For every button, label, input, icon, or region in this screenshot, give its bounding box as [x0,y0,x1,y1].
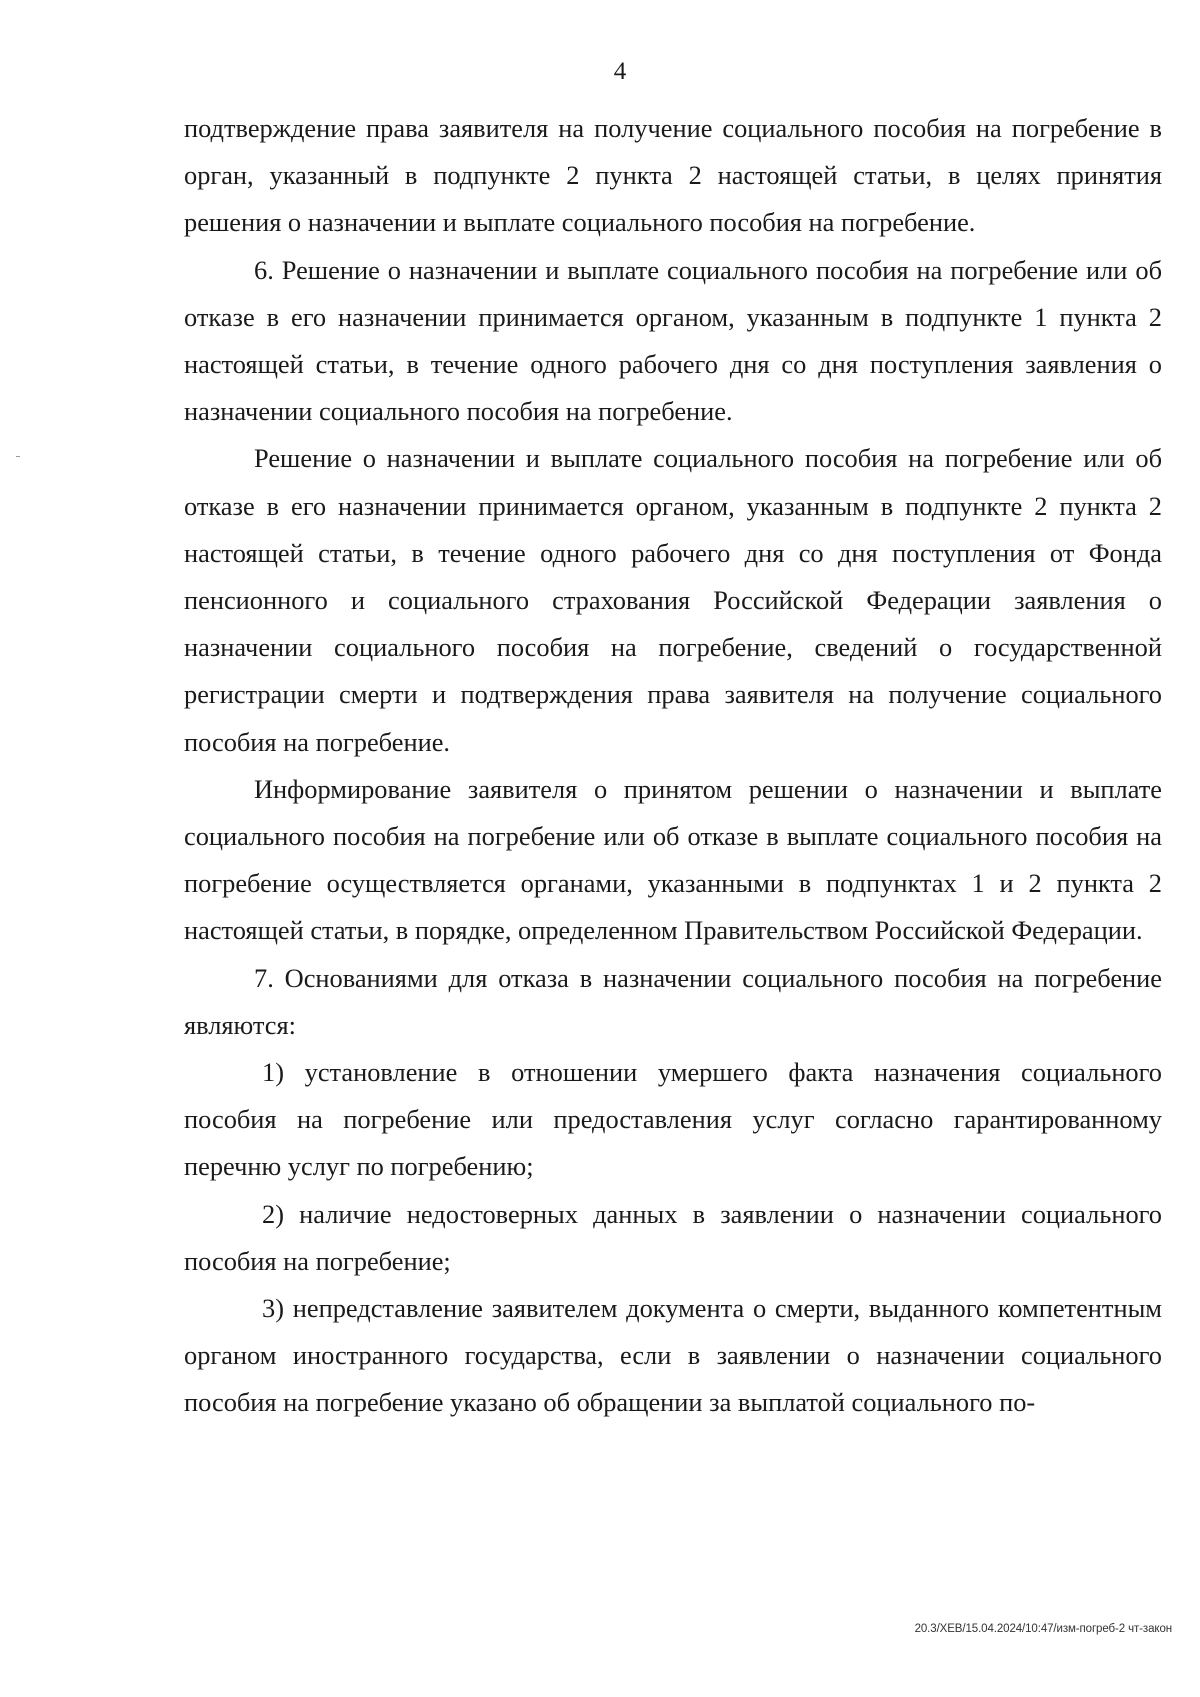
document-body [184,105,1162,1427]
paragraph-continuation: подтверждение права заявителя на получение социального пособия на погребение в орган, указанный в подпункте 2 пункта 2 настоящей статьи, в целях принятия решения о назначении и выплате социального пособия на погребение. [184,113,1162,238]
paragraph-6: 6. Решение о назначении и выплате социального пособия на погребение или об отказе в его назначении принимается органом, указанным в подпункте 1 пункта 2 настоящей статьи, в течение одного рабочего дня со дня поступления заявления о назначении социального пособия на погребение. [184,254,1162,427]
paragraph-7-item-3: 3) непредставление заявителем документа о смерти, выданного компетентным органом иностранного государства, если в заявлении о назначении социального пособия на погребение указано об обращении за выплатой социального по- [184,1293,1162,1418]
margin-mark [16,456,20,457]
paragraph-6-informing: Информирование заявителя о принятом решении о назначении и выплате социального пособия на погребение или об отказе в выплате социального пособия на погребение осуществляется органами, указанными в подпунктах 1 и 2 пункта 2 настоящей статьи, в порядке, определенном Правительством Российской Федерации. [184,773,1162,946]
page-number: 4 [613,58,627,85]
paragraph-6-decision-2: Решение о назначении и выплате социального пособия на погребение или об отказе в его назначении принимается органом, указанным в подпункте 2 пункта 2 настоящей статьи, в течение одного рабочего дня со дня поступления от Фонда пенсионного и социального страхования Российской Федерации заявления о назначении социального пособия на погребение, сведений о государственной регистрации смерти и подтверждения права заявителя на получение социального пособия на погребение. [184,443,1162,757]
paragraph-7: 7. Основаниями для отказа в назначении социального пособия на погребение являются: [184,962,1162,1040]
paragraph-7-item-2: 2) наличие недостоверных данных в заявлении о назначении социального пособия на погребение; [184,1198,1162,1276]
document-code-footer: 20.3/ХЕВ/15.04.2024/10:47/изм-погреб-2 чт-закон [914,1623,1172,1635]
paragraph-7-item-1: 1) установление в отношении умершего факта назначения социального пособия на погребение или предоставления услуг согласно гарантированному перечню услуг по погребению; [184,1057,1162,1182]
